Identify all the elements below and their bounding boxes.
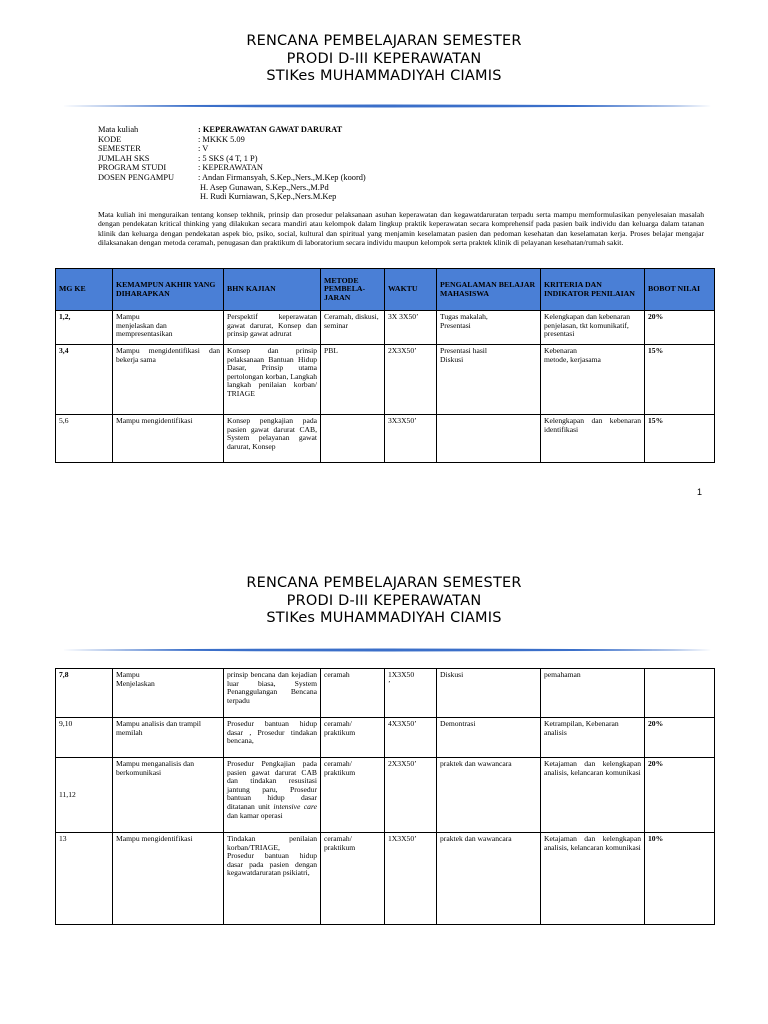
cell-metode: ceramah bbox=[321, 669, 385, 718]
page-title-line1: RENCANA PEMBELAJARAN SEMESTER bbox=[246, 33, 522, 49]
dosen-extra: H. Asep Gunawan, S.Kep.,Ners.,M.Pd bbox=[200, 182, 329, 192]
info-label: JUMLAH SKS bbox=[98, 153, 150, 163]
cell-bobot bbox=[645, 669, 715, 718]
cell-kriteria: Kelengkapan dan kebenaran penjelasan, tkt komunikatif, presentasi bbox=[541, 311, 645, 345]
cell-bobot: 10% bbox=[645, 833, 715, 925]
table-row bbox=[56, 833, 715, 925]
cell-waktu: 1X3X50’ bbox=[385, 833, 437, 925]
cell-waktu: 3X 3X50’ bbox=[385, 311, 437, 345]
cell-mg: 5,6 bbox=[56, 415, 113, 463]
cell-waktu: 4X3X50’ bbox=[385, 718, 437, 758]
col-header: KRITERIA DAN INDIKATOR PENILAIAN bbox=[541, 269, 645, 311]
cell-kemampuan: Mampu analisis dan trampil memilah bbox=[113, 718, 224, 758]
cell-metode: PBL bbox=[321, 345, 385, 415]
cell-mg: 1,2, bbox=[56, 311, 113, 345]
page2-title-line2: PRODI D-III KEPERAWATAN bbox=[286, 593, 482, 609]
info-value: : MKKK 5.09 bbox=[198, 134, 245, 144]
col-header: BOBOT NILAI bbox=[645, 269, 715, 311]
table-row bbox=[56, 345, 715, 415]
cell-bobot: 20% bbox=[645, 311, 715, 345]
header-divider bbox=[62, 103, 712, 109]
kajian-tail: dan kamar operasi bbox=[227, 810, 283, 820]
cell-waktu: 1X3X50 ’ bbox=[385, 669, 437, 718]
dosen-extra: H. Rudi Kurniawan, S,Kep.,Ners.M.Kep bbox=[200, 192, 337, 202]
cell-kriteria: Ketrampilan, Kebenaran analisis bbox=[541, 718, 645, 758]
table-row bbox=[56, 311, 715, 345]
cell-mg: 9,10 bbox=[56, 718, 113, 758]
table-row bbox=[56, 669, 715, 718]
cell-bobot: 20% bbox=[645, 758, 715, 833]
cell-metode: ceramah/ praktikum bbox=[321, 833, 385, 925]
cell-kriteria: Ketajaman dan kelengkapan analisis, kelancaran komunikasi bbox=[541, 758, 645, 833]
cell-kemampuan: Mampu Menjelaskan bbox=[113, 669, 224, 718]
page-number: 1 bbox=[697, 487, 703, 497]
cell-pengalaman bbox=[437, 415, 541, 463]
cell-bobot: 15% bbox=[645, 345, 715, 415]
cell-mg: 3,4 bbox=[56, 345, 113, 415]
cell-bobot: 20% bbox=[645, 718, 715, 758]
table-row bbox=[56, 415, 715, 463]
col-header: BHN KAJIAN bbox=[224, 269, 321, 311]
cell-pengalaman: Diskusi bbox=[437, 669, 541, 718]
cell-kajian: Tindakan penilaian korban/TRIAGE, Prosedur bantuan hidup dasar pada pasien dengan kegawatdaruratan psikiatri, bbox=[224, 833, 321, 925]
info-label: SEMESTER bbox=[98, 144, 141, 154]
table-row bbox=[56, 758, 715, 833]
kajian-italic: intensive care bbox=[273, 801, 318, 811]
page-title-line3: STIKes MUHAMMADIYAH CIAMIS bbox=[266, 68, 502, 84]
cell-kemampuan: Mampu mengidentifikasi dan bekerja sama bbox=[113, 345, 224, 415]
info-label: Mata kuliah bbox=[98, 125, 139, 134]
cell-metode bbox=[321, 415, 385, 463]
cell-metode: ceramah/ praktikum bbox=[321, 758, 385, 833]
col-header: KEMAMPUN AKHIR YANG DIHARAPKAN bbox=[113, 269, 224, 311]
cell-kajian bbox=[224, 758, 321, 833]
cell-bobot: 15% bbox=[645, 415, 715, 463]
cell-kajian: prinsip bencana dan kejadian luar biasa, System Penanggulangan Bencana terpadu bbox=[224, 669, 321, 718]
cell-kemampuan: Mampu menganalisis dan berkomunikasi bbox=[113, 758, 224, 833]
cell-pengalaman: Tugas makalah, Presentasi bbox=[437, 311, 541, 345]
cell-kemampuan: Mampu mengidentifikasi bbox=[113, 415, 224, 463]
cell-kajian: Prosedur bantuan hidup dasar , Prosedur tindakan bencana, bbox=[224, 718, 321, 758]
cell-metode: ceramah/ praktikum bbox=[321, 718, 385, 758]
col-header: PENGALAMAN BELAJAR MAHASISWA bbox=[437, 269, 541, 311]
page2-title-line1: RENCANA PEMBELAJARAN SEMESTER bbox=[246, 575, 522, 591]
col-header: WAKTU bbox=[385, 269, 437, 311]
table-header-row bbox=[56, 269, 715, 311]
cell-waktu: 2X3X50’ bbox=[385, 345, 437, 415]
info-label: KODE bbox=[98, 134, 122, 144]
cell-kajian: Perspektif keperawatan gawat darurat, Konsep dan prinsip gawat adrurat bbox=[224, 311, 321, 345]
info-value: : Andan Firmansyah, S.Kep.,Ners.,M.Kep (koord) bbox=[198, 172, 366, 182]
cell-kajian: Konsep dan prinsip pelaksanaan Bantuan Hidup Dasar, Prinsip utama pertolongan korban, Langkah langkah penilaian korban/ TRIAGE bbox=[224, 345, 321, 415]
cell-waktu: 2X3X50’ bbox=[385, 758, 437, 833]
cell-kemampuan: Mampu menjelaskan dan mempresentasikan bbox=[113, 311, 224, 345]
cell-kajian: Konsep pengkajian pada pasien gawat darurat CAB, System pelayanan gawat darurat, Konsep bbox=[224, 415, 321, 463]
cell-pengalaman: Demontrasi bbox=[437, 718, 541, 758]
course-info bbox=[98, 125, 366, 202]
page-title-line2: PRODI D-III KEPERAWATAN bbox=[286, 51, 482, 67]
info-label: DOSEN PENGAMPU bbox=[98, 172, 175, 182]
cell-metode: Ceramah, diskusi, seminar bbox=[321, 311, 385, 345]
col-header: METODE PEMBELA-JARAN bbox=[321, 269, 385, 311]
cell-pengalaman: praktek dan wawancara bbox=[437, 758, 541, 833]
cell-mg: 11,12 bbox=[56, 758, 113, 833]
rps-table-page2 bbox=[55, 668, 715, 925]
info-value: : V bbox=[198, 144, 209, 154]
cell-kriteria: Kelengkapan dan kebenaran identifikasi bbox=[541, 415, 645, 463]
cell-kriteria: Kebenaran metode, kerjasama bbox=[541, 345, 645, 415]
cell-pengalaman: Presentasi hasil Diskusi bbox=[437, 345, 541, 415]
info-value: : KEPERAWATAN GAWAT DARURAT bbox=[198, 125, 343, 134]
kajian-text: Prosedur Pengkajian pada pasien gawat darurat CAB dan tindakan resusitasi jantung paru, Prosedur bantuan hidup dasar ditatanan unit bbox=[227, 759, 317, 811]
cell-waktu: 3X3X50’ bbox=[385, 415, 437, 463]
rps-table-page1 bbox=[55, 268, 715, 463]
col-header: MG KE bbox=[56, 269, 113, 311]
page2-title-line3: STIKes MUHAMMADIYAH CIAMIS bbox=[266, 610, 502, 626]
cell-mg: 7,8 bbox=[56, 669, 113, 718]
cell-kriteria: pemahaman bbox=[541, 669, 645, 718]
cell-kemampuan: Mampu mengidentifikasi bbox=[113, 833, 224, 925]
cell-kriteria: Ketajaman dan kelengkapan analisis, kelancaran komunikasi bbox=[541, 833, 645, 925]
info-value: : KEPERAWATAN bbox=[198, 163, 263, 173]
table-row bbox=[56, 718, 715, 758]
info-value: : 5 SKS (4 T, 1 P) bbox=[198, 153, 258, 163]
header-divider bbox=[62, 647, 712, 653]
cell-pengalaman: praktek dan wawancara bbox=[437, 833, 541, 925]
course-description: Mata kuliah ini menguraikan tentang konsep tekhnik, prinsip dan prosedur pelaksanaan asuhan keperawatan dan kegawatdaruratan terpadu serta mampu memformulasikan penyelesaian masalah dengan pendekatan kritical thinking yang dilakukan secara mandiri atau kelompok dalam lingkup praktik keperawatan secara komprehensif pada pasien baik individu dan keluarga dalam tatanan klinik dan keluarga dengan pendekatan aspek bio, psiko, social, kultural dan spiritual yang menjamin keselamatan pasien dan pedoman kesehatan dan keselamatan kerja. Proses belajar mengajar dilaksanakan dengan metoda ceramah, penugasan dan praktikum di laboratorium secara individu maupun kelompok serta praktek klinik di pelayanan kesehatan/rumah sakit. bbox=[98, 210, 704, 248]
info-label: PROGRAM STUDI bbox=[98, 163, 167, 173]
cell-mg: 13 bbox=[56, 833, 113, 925]
